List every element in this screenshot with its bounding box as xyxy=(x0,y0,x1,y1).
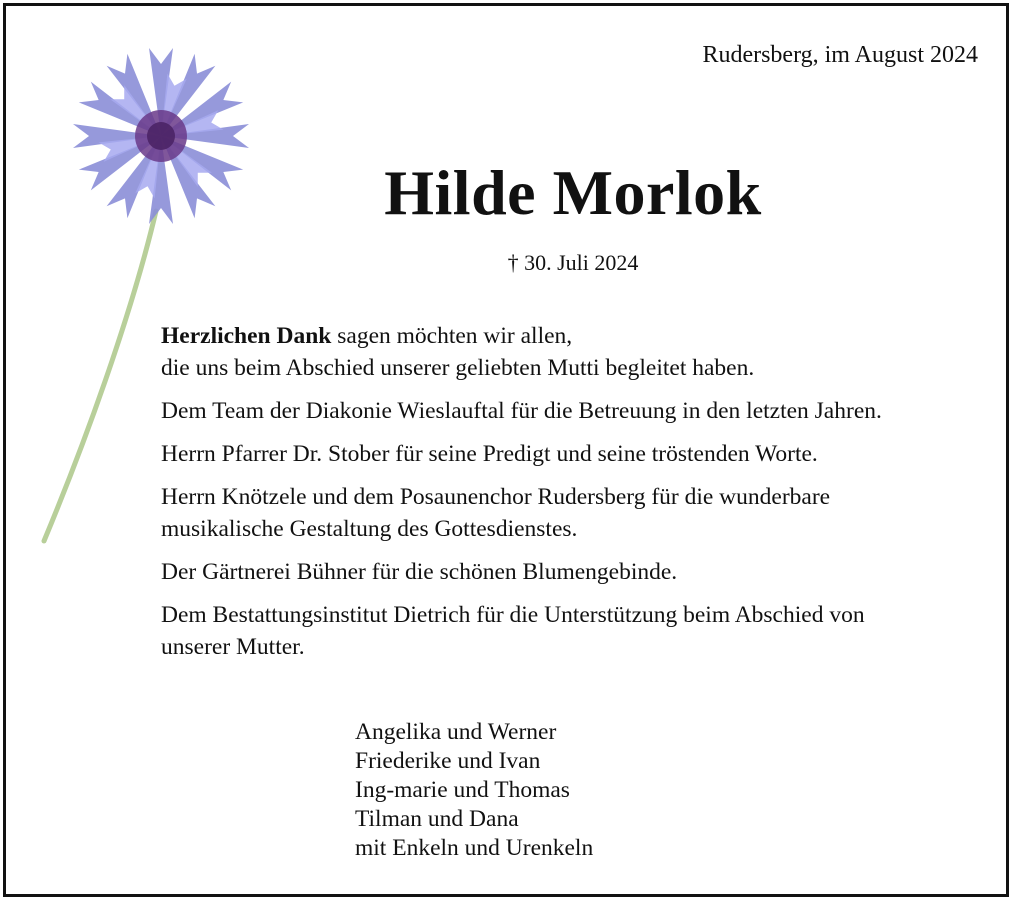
thanks-bestattung-line2: unserer Mutter. xyxy=(161,634,305,660)
thanks-posaunenchor-line1: Herrn Knötzele und dem Posaunenchor Rudersberg für die wunderbare xyxy=(161,484,831,510)
thanks-posaunenchor-line2: musikalische Gestaltung des Gottesdienstes. xyxy=(161,516,578,542)
thanks-intro-bold: Herzlichen Dank xyxy=(161,323,332,349)
thanks-diakonie: Dem Team der Diakonie Wieslauftal für die Betreuung in den letzten Jahren. xyxy=(161,398,882,424)
signer: mit Enkeln und Urenkeln xyxy=(355,835,594,861)
thanks-bestattung xyxy=(161,599,991,663)
place-date: Rudersberg, im August 2024 xyxy=(702,42,978,68)
thanks-pfarrer: Herrn Pfarrer Dr. Stober für seine Predigt und seine tröstenden Worte. xyxy=(161,441,818,467)
signer: Friederike und Ivan xyxy=(355,748,541,774)
obituary-card xyxy=(3,3,1009,897)
thanks-intro-rest: sagen möchten wir allen, xyxy=(331,323,573,349)
thanks-text xyxy=(161,320,991,674)
signers-list xyxy=(355,718,593,863)
death-date: † 30. Juli 2024 xyxy=(507,250,639,275)
thanks-intro-line2: die uns beim Abschied unserer geliebten Mutti begleitet haben. xyxy=(161,355,755,381)
thanks-gaertnerei: Der Gärtnerei Bühner für die schönen Blumengebinde. xyxy=(161,559,678,585)
thanks-posaunenchor xyxy=(161,481,991,545)
signer: Tilman und Dana xyxy=(355,806,519,832)
thanks-intro xyxy=(161,320,991,384)
signer: Ing-marie und Thomas xyxy=(355,777,570,803)
deceased-name: Hilde Morlok xyxy=(384,157,762,228)
signer: Angelika und Werner xyxy=(355,719,557,745)
thanks-bestattung-line1: Dem Bestattungsinstitut Dietrich für die Unterstützung beim Abschied von xyxy=(161,602,865,628)
